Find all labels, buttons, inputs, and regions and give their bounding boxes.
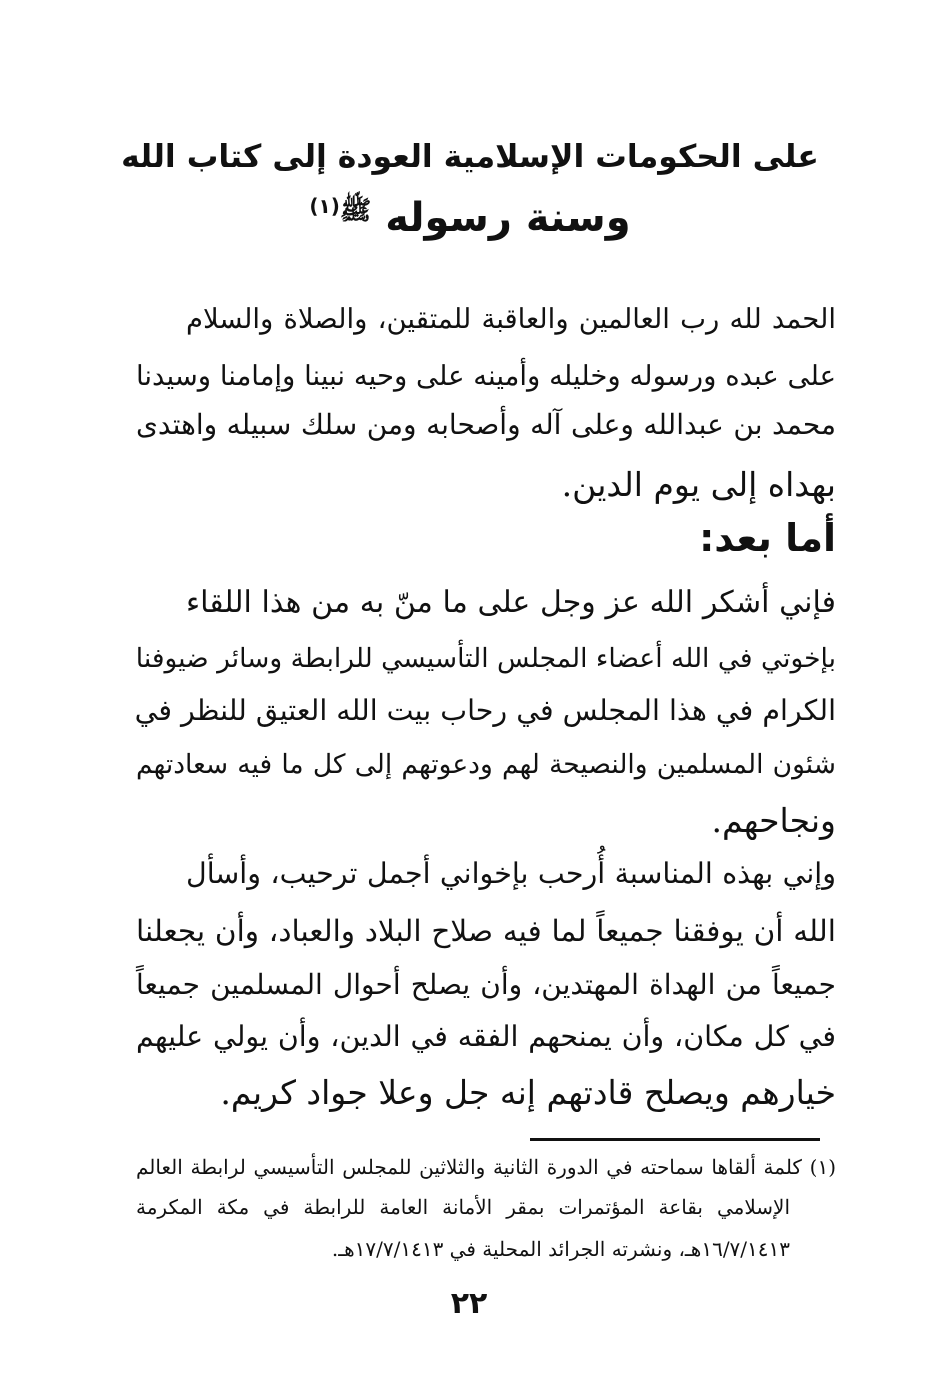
salutation-glyph: ﷺ	[339, 196, 372, 226]
paragraph-1-line-3: محمد بن عبدالله وعلى آله وأصحابه ومن سلك سبيله واهتدى	[136, 408, 836, 441]
chapter-title-text: وسنة رسوله	[385, 195, 631, 241]
footnote-line-3: ١٦/٧/١٤١٣هـ، ونشرته الجرائد المحلية في ١٧/٧/١٤١٣هـ.	[331, 1237, 790, 1261]
paragraph-3-line-3: جميعاً من الهداة المهتدين، وأن يصلح أحوال المسلمين جميعاً	[136, 968, 836, 1001]
paragraph-2-line-5: ونجاحهم.	[711, 801, 836, 840]
paragraph-1-line-2: على عبده ورسوله وخليله وأمينه على وحيه نبينا وإمامنا وسيدنا	[136, 360, 836, 392]
paragraph-3-line-5: خيارهم ويصلح قادتهم إنه جل وعلا جواد كريم.	[220, 1073, 836, 1112]
chapter-title-line-2	[120, 194, 820, 241]
paragraph-3-line-4: في كل مكان، وأن يمنحهم الفقه في الدين، وأن يولي عليهم	[136, 1020, 836, 1053]
footnote-text-1: كلمة ألقاها سماحته في الدورة الثانية والثلاثين للمجلس التأسيسي لرابطة العالم	[136, 1155, 802, 1179]
footnote-line-2: الإسلامي بقاعة المؤتمرات بمقر الأمانة العامة للرابطة في مكة المكرمة	[136, 1195, 790, 1219]
footnote-marker: (١)	[809, 1155, 836, 1179]
paragraph-3-line-1: وإني بهذه المناسبة أُرحب بإخواني أجمل ترحيب، وأسأل	[186, 857, 836, 890]
paragraph-2-line-4: شئون المسلمين والنصيحة لهم ودعوتهم إلى كل ما فيه سعادتهم	[136, 749, 836, 780]
paragraph-1-line-1: الحمد لله رب العالمين والعاقبة للمتقين، والصلاة والسلام	[186, 303, 836, 335]
paragraph-2-line-1: فإني أشكر الله عز وجل على ما منّ به من هذا اللقاء	[186, 585, 836, 620]
paragraph-3-line-2: الله أن يوفقنا جميعاً لما فيه صلاح البلاد والعباد، وأن يجعلنا	[136, 914, 836, 948]
footnote-line-1	[136, 1150, 836, 1184]
paragraph-1-line-4: بهداه إلى يوم الدين.	[561, 465, 836, 504]
paragraph-2-line-2: بإخوتي في الله أعضاء المجلس التأسيسي للرابطة وسائر ضيوفنا	[135, 643, 836, 674]
page-number: ٢٢	[450, 1286, 488, 1321]
paragraph-2-line-3: الكرام في هذا المجلس في رحاب بيت الله العتيق للنظر في	[134, 694, 836, 727]
title-footnote-mark: (١)	[309, 194, 340, 218]
footnote-separator	[530, 1138, 820, 1141]
chapter-title-line-1: على الحكومات الإسلامية العودة إلى كتاب الله	[121, 139, 819, 175]
section-heading: أما بعد:	[699, 516, 836, 560]
